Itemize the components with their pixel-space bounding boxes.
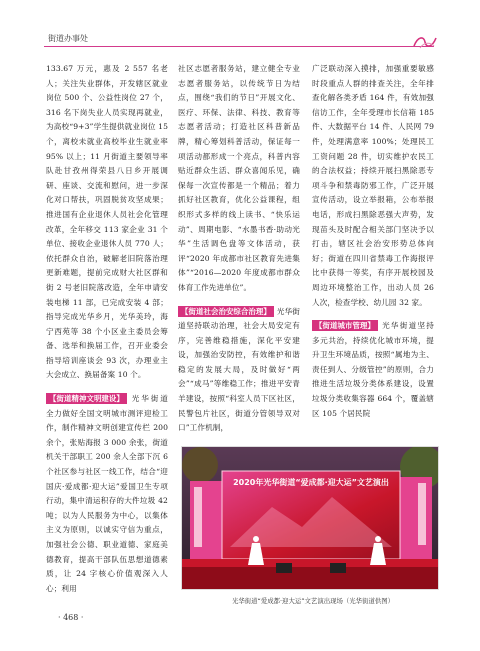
paragraph: 社区志愿者服务站，建立健全专业志愿者服务站，以传统节日为结点，围绕“我们的节日”开展文化、医疗、环保、法律、科技、教育等志愿者活动；打造社区科普新品牌，精心筹划科普活动，保证每一项活动都形成一个亮点，科普内容贴近群众生活、群众喜闻乐见，确保每一次宣传都是一个精品；着力抓好社区教育，优化公益课程，组织形式多样的线上读书、“快乐运动”、周期电影、“水墨书香·助动光华”生活调色盘等文体活动，获评“2020 年成都市社区教育先进集体”“2016—2020 年度成都市群众体育工作先进单位”。 xyxy=(178,64,300,292)
event-photo xyxy=(181,446,439,590)
text-column-3 xyxy=(312,62,434,421)
text-column-2 xyxy=(178,62,300,436)
section-heading: 【街道社会治安综合治理】 xyxy=(178,306,274,317)
section-heading: 【街道城市管理】 xyxy=(312,320,378,331)
paragraph: 133.67 万元，惠及 2 557 名老人；关注失业群体，开发辖区就业岗位 500 个、公益性岗位 27 个，316 名下岗失业人员实现再就业，为高校“9+3”学生提供就业岗位 15 个，离校未就业高校毕业生就业率 95% 以上；11 月街道主要领导率队赴甘孜州得荣县八日乡开展调研、座谈、交流和慰问，进一步深化对口帮扶，巩固脱贫攻坚成果；推进国有企业退休人员社会化管理改革，全年移交 113 家企业 31 个单位、接收企业退休人员 770 人；依托群众自治，破解老旧院落治理更新难题，提前完成财大社区群和街 2 号老旧院落改造，全年申请安装电梯 11 部，已完成安装 4 部；指导完成光华乡月，光华美玲，海宁西苑等 38 个小区业主委员会筹备、选举和换届工作，召开业委会指导培训座谈会 93 次，办理业主大会成立、换届备案 10 个。 xyxy=(46,64,168,380)
decorative-swirl-icon xyxy=(412,34,438,50)
text-column-1 xyxy=(46,62,168,596)
header-rule xyxy=(44,46,434,47)
stage-photo-illustration xyxy=(182,447,438,589)
running-header-title: 街道办事处 xyxy=(48,34,88,43)
paragraph: 光华街道坚持多元共治，持续优化城市环境，提升卫生环境品质，按照“属地为主、责任到人、分级管控”的原则，合力推进生活垃圾分类体系建设，设置垃圾分类收集容器 664 个，覆盖辖区 105 个居民院 xyxy=(312,321,434,418)
paragraph: 广泛联动深入摸排，加强重要敏感时段重点人群的排查关注，全年排查化解各类矛盾 164 件，有效加强信访工作，全年受理市长信箱 185 件、大数据平台 14 件、人民网 79 件，处理满意率 100%；处理民工工资问题 28 件，切实维护农民工的合法权益；持续开展扫黑除恶专项斗争和禁毒防邪工作，广泛开展宣传活动，设立举报箱，公布举报电话，形成扫黑除恶强大声势，发现苗头及时配合相关部门坚决予以打击，辖区社会治安形势总体向好；街道在四川省禁毒工作海报评比中获得一等奖，有序开展校园及周边环境整治工作，出动人员 26 人次，检查学校、幼儿园 32 家。 xyxy=(312,64,434,307)
paragraph: 光华街道全力做好全国文明城市测评迎检工作，制作精神文明创建宣传栏 200 余个，张贴海报 3 000 余张，街道机关干部职工 200 余人全部下沉 6 个社区参与社区一线工作，结合“迎国庆·爱成都·迎大运”爱国卫生专项行动，集中清运积存的大件垃圾 42 吨；以为人民服务为中心，以集体主义为原则，以诚实守信为重点，加强社会公德、职业道德、家庭美德教育，提高干部队伍思想道德素质，让 24 字核心价值观深入人心；利用 xyxy=(46,394,168,593)
paragraph: 光华街道坚持联动治理，社会大局安定有序，完善维稳措施，深化平安建设，加强治安防控，有效维护和谐稳定的发展大局，及时做好“两会”“成马”等维稳工作；推进平安青羊建设，按照“科室人员下区社区，民警包片社区，街道分管领导双对口”工作机制， xyxy=(178,306,300,433)
page-number: · 468 · xyxy=(58,613,84,622)
page-header xyxy=(0,0,480,60)
section-heading: 【街道精神文明建设】 xyxy=(46,393,127,404)
stage-banner-text: 2020年光华街道“爱成都·迎大运”文艺演出 xyxy=(233,478,389,487)
photo-caption: 光华街道“爱成都·迎大运”文艺演出现场（光华街道供图） xyxy=(231,597,395,605)
